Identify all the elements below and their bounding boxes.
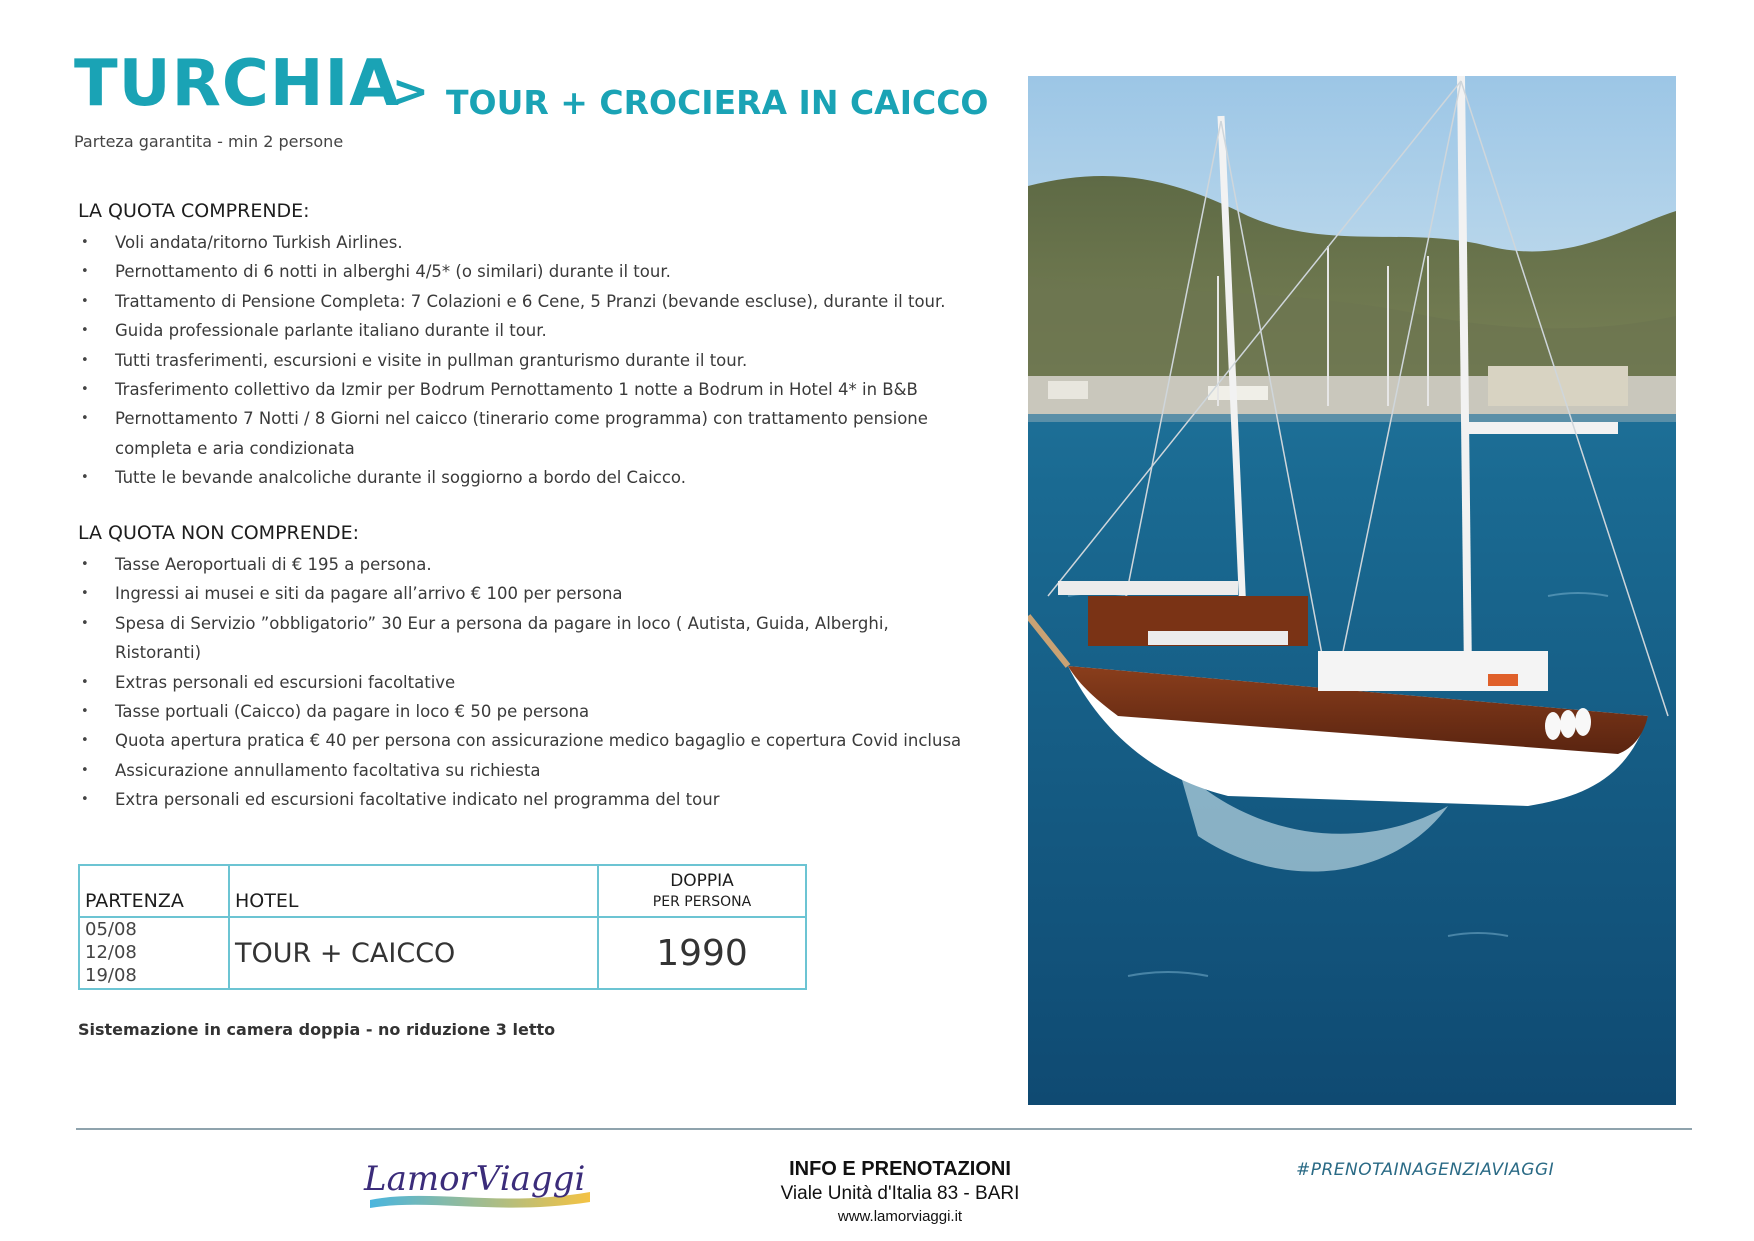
list-item: • Voli andata/ritorno Turkish Airlines.	[78, 228, 978, 257]
info-title: INFO E PRENOTAZIONI	[789, 1158, 1011, 1180]
page-title: TURCHIA	[74, 47, 400, 121]
agency-website[interactable]: www.lamorviaggi.it	[837, 1208, 963, 1225]
list-item: • Tutti trasferimenti, escursioni e visite in pullman granturismo durante il tour.	[78, 346, 978, 375]
hotel-cell: TOUR + CAICCO	[229, 917, 598, 989]
list-item: • Spesa di Servizio ”obbligatorio” 30 Eur a persona da pagare in loco ( Autista, Guida, Alberghi, Ristoranti)	[78, 609, 978, 668]
list-item: • Pernottamento 7 Notti / 8 Giorni nel caicco (tinerario come programma) con trattamento pensione completa e aria condizionata	[78, 404, 985, 463]
hashtag: #PRENOTAINAGENZIAVIAGGI	[1296, 1160, 1555, 1180]
lamorviaggi-logo	[360, 1148, 600, 1212]
list-item: • Tutte le bevande analcoliche durante il soggiorno a bordo del Caicco.	[78, 463, 978, 492]
list-item: • Pernottamento di 6 notti in alberghi 4/5* (o similari) durante il tour.	[78, 257, 978, 286]
included-list	[78, 228, 978, 493]
page-subtitle: TOUR + CROCIERA IN CAICCO	[446, 83, 989, 122]
list-item: • Trasferimento collettivo da Izmir per Bodrum Pernottamento 1 notte a Bodrum in Hotel 4* in B&B	[78, 375, 978, 404]
list-item: • Assicurazione annullamento facoltativa su richiesta	[78, 756, 978, 785]
price-cell: 1990	[598, 917, 806, 989]
departure-date: 05/08	[85, 919, 137, 940]
list-item: • Guida professionale parlante italiano durante il tour.	[78, 316, 978, 345]
list-item: • Tasse Aeroportuali di € 195 a persona.	[78, 550, 978, 579]
price-table	[78, 864, 807, 990]
excluded-list	[78, 550, 978, 815]
list-item: • Trattamento di Pensione Completa: 7 Colazioni e 6 Cene, 5 Pranzi (bevande escluse), durante il tour.	[78, 287, 978, 316]
agency-address: Viale Unità d'Italia 83 - BARI	[780, 1183, 1020, 1204]
title-arrow: >	[392, 66, 429, 117]
header-per-person-label: PER PERSONA	[652, 894, 752, 910]
header-double-label: DOPPIA	[670, 871, 734, 891]
excluded-heading: LA QUOTA NON COMPRENDE:	[78, 522, 359, 544]
gulet-photo	[1028, 76, 1676, 1105]
header-hotel: HOTEL	[229, 865, 598, 917]
list-item: • Tasse portuali (Caicco) da pagare in loco € 50 pe persona	[78, 697, 978, 726]
departure-date: 12/08	[85, 942, 137, 963]
room-note: Sistemazione in camera doppia - no riduzione 3 letto	[78, 1020, 556, 1039]
logo-text: LamorViaggi	[364, 1159, 586, 1199]
included-heading: LA QUOTA COMPRENDE:	[78, 200, 310, 222]
header-departure: PARTENZA	[79, 865, 229, 917]
departure-note: Parteza garantita - min 2 persone	[74, 132, 344, 151]
list-item: • Ingressi ai musei e siti da pagare all’arrivo € 100 per persona	[78, 579, 978, 608]
list-item: • Extra personali ed escursioni facoltative indicato nel programma del tour	[78, 785, 978, 814]
list-item: • Extras personali ed escursioni facoltative	[78, 668, 978, 697]
table-header-row	[79, 865, 806, 917]
departure-date: 19/08	[85, 965, 137, 986]
header-double	[598, 865, 806, 917]
departure-dates-cell	[79, 917, 229, 989]
footer-divider	[76, 1128, 1692, 1130]
table-row	[79, 917, 806, 989]
list-item: • Quota apertura pratica € 40 per persona con assicurazione medico bagaglio e copertura Covid inclusa	[78, 726, 978, 755]
